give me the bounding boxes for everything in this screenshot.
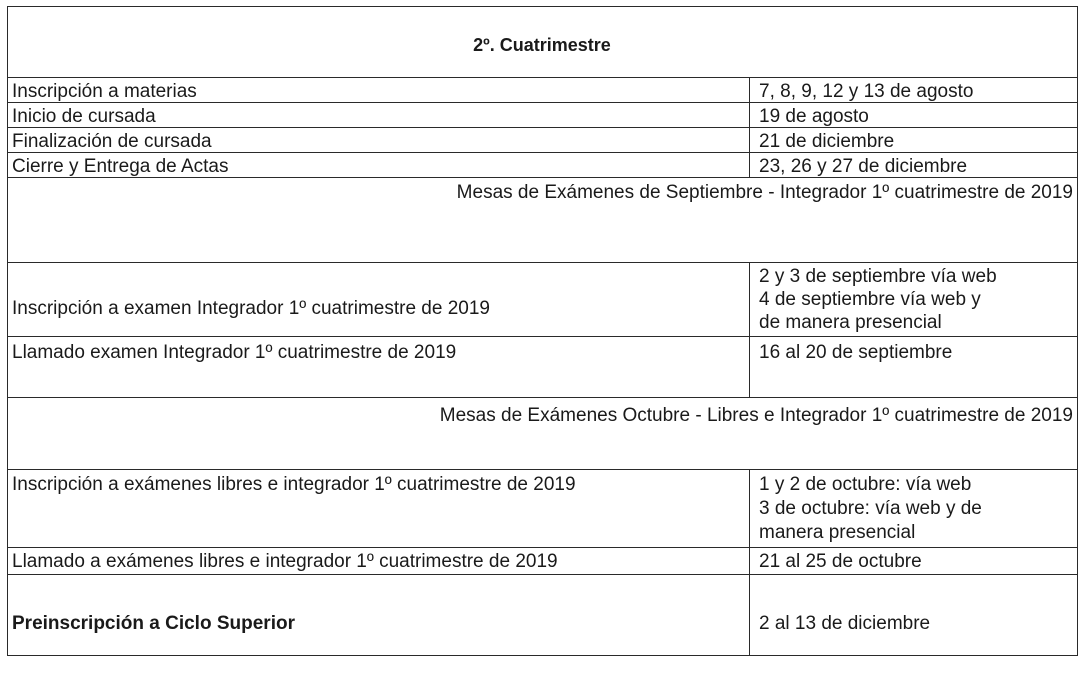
row-divider [8, 547, 1077, 548]
column-divider [749, 262, 750, 397]
row-divider [8, 127, 1077, 128]
row-value: 2 al 13 de diciembre [759, 613, 931, 634]
row-divider [8, 469, 1077, 470]
section-heading-octubre: Mesas de Exámenes Octubre - Libres e Integrador 1º cuatrimestre de 2019 [439, 405, 1073, 426]
row-value-line: 3 de octubre: vía web y de [759, 498, 982, 519]
row-value-line: 4 de septiembre vía web y [759, 289, 981, 310]
row-value-line: de manera presencial [759, 312, 942, 333]
row-divider [8, 574, 1077, 575]
section-heading-septiembre: Mesas de Exámenes de Septiembre - Integrador 1º cuatrimestre de 2019 [456, 182, 1073, 203]
row-value: 16 al 20 de septiembre [759, 342, 953, 363]
row-label: Inscripción a materias [12, 81, 197, 102]
row-value-line: 1 y 2 de octubre: vía web [759, 474, 972, 495]
row-divider [8, 77, 1077, 78]
row-label: Preinscripción a Ciclo Superior [12, 613, 295, 634]
column-divider [749, 77, 750, 177]
row-value: 21 de diciembre [759, 131, 895, 152]
row-value-line: manera presencial [759, 522, 916, 543]
row-label: Inicio de cursada [12, 106, 156, 127]
calendar-table [7, 6, 1078, 656]
row-value: 21 al 25 de octubre [759, 551, 922, 572]
row-label: Inscripción a examen Integrador 1º cuatrimestre de 2019 [12, 298, 490, 319]
row-label: Llamado examen Integrador 1º cuatrimestre de 2019 [12, 342, 457, 363]
row-divider [8, 397, 1077, 398]
row-label: Llamado a exámenes libres e integrador 1º cuatrimestre de 2019 [12, 551, 558, 572]
row-label: Finalización de cursada [12, 131, 212, 152]
row-value: 19 de agosto [759, 106, 869, 127]
row-value: 23, 26 y 27 de diciembre [759, 156, 968, 177]
row-divider [8, 336, 1077, 337]
row-value: 7, 8, 9, 12 y 13 de agosto [759, 81, 974, 102]
row-value-line: 2 y 3 de septiembre vía web [759, 266, 997, 287]
row-label: Inscripción a exámenes libres e integrador 1º cuatrimestre de 2019 [12, 474, 576, 495]
page-title: 2º. Cuatrimestre [473, 35, 611, 55]
row-divider [8, 262, 1077, 263]
row-label: Cierre y Entrega de Actas [12, 156, 229, 177]
column-divider [749, 469, 750, 655]
